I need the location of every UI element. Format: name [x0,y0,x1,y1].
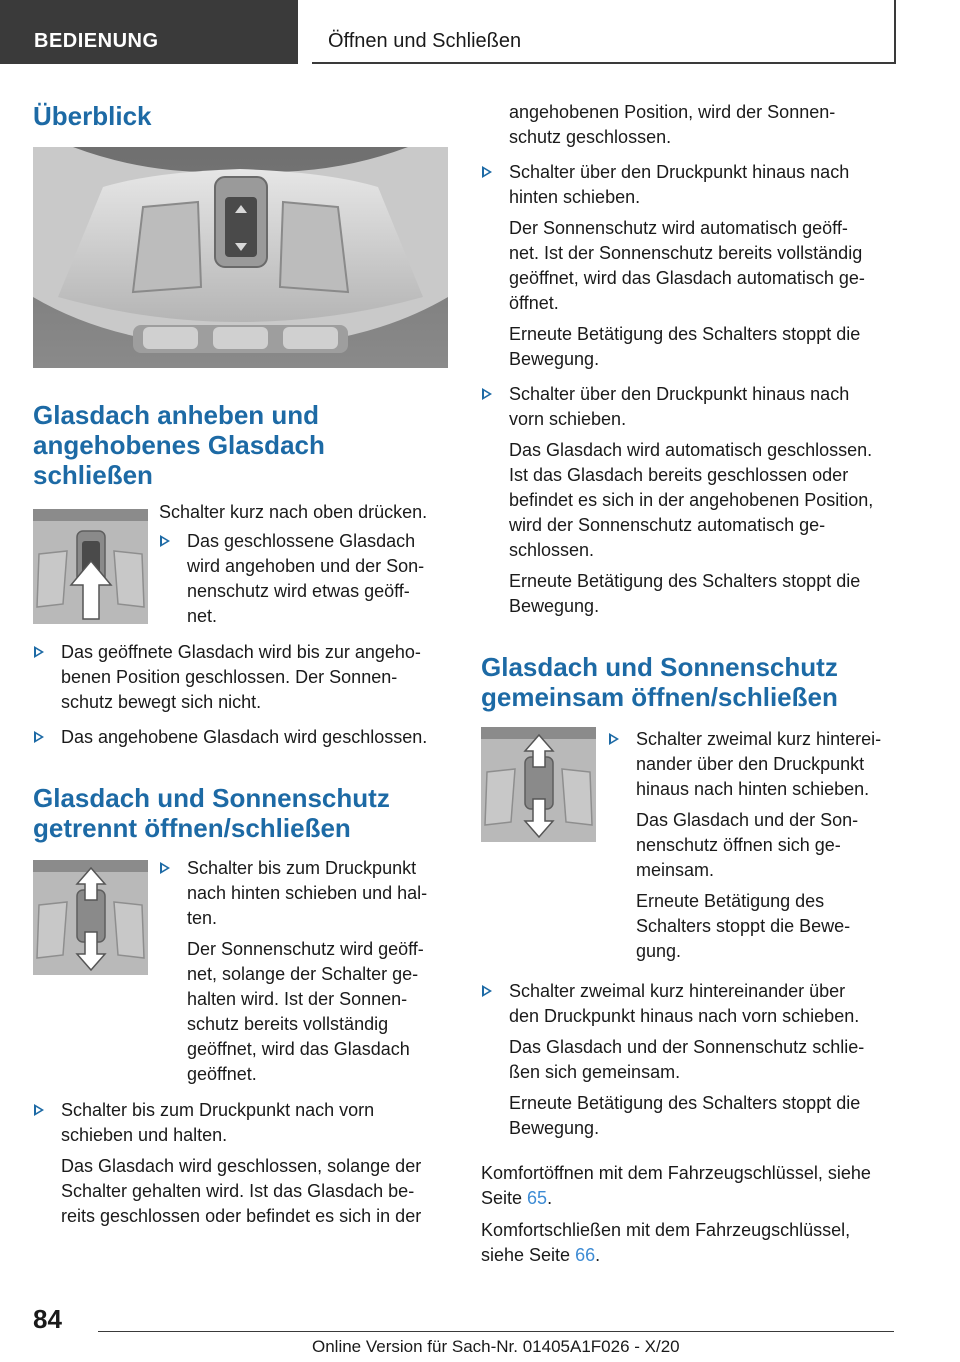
section2-heading-line: Glasdach und Sonnenschutz [33,783,390,813]
detail-text-line: gung. [636,941,682,961]
bullet-text-line: schieben und halten. [61,1125,228,1145]
section2-bullet [159,856,449,1087]
switch-push-up-illustration [33,509,148,624]
detail-text-line: Das Glasdach wird geschlossen, solange der [61,1156,422,1176]
bullet-text-line: Das geöffnete Glasdach wird bis zur angeho- [61,642,421,662]
chapter-title: Öffnen und Schließen [328,30,522,52]
switch-up-image [33,509,148,624]
detail-text-line: Bewegung. [509,1118,600,1138]
left-column [33,96,448,1229]
bullet-text-line: den Druckpunkt hinaus nach vorn schieben. [509,1006,860,1026]
section1-heading-line: angehobenes Glasdach [33,430,325,460]
section-tab [0,0,298,64]
section1-intro: Schalter kurz nach oben drücken. [159,502,428,522]
bullet-triangle-icon [34,646,44,658]
bullet-text-line: benen Position geschlossen. Der Sonnen- [61,667,398,687]
bullet-text-line: ten. [187,908,218,928]
footer-divider [98,1331,894,1332]
switch-double-image [481,727,596,842]
detail-text-line: Der Sonnenschutz wird automatisch geöff- [509,218,848,238]
bullet-text-line: Das geschlossene Glasdach [187,531,416,551]
detail-text-line: geöffnet, wird das Glasdach [187,1039,410,1059]
bullet-triangle-icon [160,535,170,547]
bullet-text-line: hinten schieben. [509,187,641,207]
detail-text-line: öffnet. [509,293,559,313]
detail-text-line: reits geschlossen oder befindet es sich in der [61,1206,422,1226]
detail-text-line: Das Glasdach wird automatisch geschlossen. [509,440,873,460]
overview-image [33,147,448,368]
detail-text-line: Schalters stoppt die Bewe- [636,916,851,936]
bullet-text-line: Schalter bis zum Druckpunkt [187,858,417,878]
detail-text-line: befindet es sich in der angehobenen Position, [509,490,874,510]
bullet-text-line: Schalter über den Druckpunkt hinaus nach [509,384,850,404]
section2-bullet [481,382,901,619]
section1-heading [33,400,448,490]
detail-text-line: Bewegung. [509,349,600,369]
detail-text-line: net, solange der Schalter ge- [187,964,419,984]
detail-text-line: Ist das Glasdach bereits geschlossen oder [509,465,849,485]
bullet-text-line: hinaus nach hinten schieben. [636,779,870,799]
switch-updown-image [33,860,148,975]
detail-text-line: Erneute Betätigung des Schalters stoppt die [509,1093,861,1113]
body-text-line: Seite [481,1188,528,1208]
bullet-text-line: Schalter über den Druckpunkt hinaus nach [509,162,850,182]
roof-console-illustration [33,147,448,368]
detail-text-line: Das Glasdach und der Son- [636,810,859,830]
detail-text-line: nenschutz öffnen sich ge- [636,835,841,855]
bullet-triangle-icon [609,733,619,745]
detail-text-line: geöffnet, wird das Glasdach automatisch ge- [509,268,865,288]
body-text-line: siehe Seite [481,1245,576,1265]
bullet-text-line: wird angehoben und der Son- [187,556,425,576]
comfort-close-text: Komfortschließen mit dem Fahrzeugschlüssel, siehe Seite 66. [481,1220,851,1265]
detail-text-line: ßen sich gemeinsam. [509,1062,681,1082]
section3-bullet [608,727,900,964]
bullet-text-line: nach hinten schieben und hal- [187,883,428,903]
bullet-text-line: Schalter zweimal kurz hinterei- [636,729,882,749]
detail-text-line: halten wird. Ist der Sonnen- [187,989,408,1009]
section3-heading-line: gemeinsam öffnen/schließen [481,682,838,712]
detail-text-line: net. Ist der Sonnenschutz bereits vollständig [509,243,863,263]
bullet-triangle-icon [482,388,492,400]
bullet-text-line: schutz bewegt sich nicht. [61,692,262,712]
section1-block [33,500,448,630]
detail-text-line: Schalter gehalten wird. Ist das Glasdach be- [61,1181,415,1201]
page-link-65[interactable]: 65 [527,1188,548,1208]
detail-text-line: Erneute Betätigung des [636,891,825,911]
section1-bullet [159,529,449,629]
bullet-text-line: Schalter bis zum Druckpunkt nach vorn [61,1100,375,1120]
detail-text-line: schutz geschlossen. [509,127,672,147]
section3-bullet [481,979,901,1141]
bullet-text-line: net. [187,606,218,626]
detail-text-line: geöffnet. [187,1064,257,1084]
detail-text-line: schutz bereits vollständig [187,1014,389,1034]
section1-heading-line: Glasdach anheben und [33,400,320,430]
section2-bullet [33,1098,448,1229]
right-column [481,100,901,1268]
bullet-triangle-icon [34,731,44,743]
bullet-text-line: nenschutz wird etwas geöff- [187,581,410,601]
detail-text-line: schlossen. [509,540,595,560]
section1-heading-line: schließen [33,460,153,490]
detail-text-line: Erneute Betätigung des Schalters stoppt die [509,571,861,591]
chapter-header [312,0,896,64]
detail-text-line: wird der Sonnenschutz automatisch ge- [509,515,826,535]
bullet-triangle-icon [482,985,492,997]
bullet-triangle-icon [482,166,492,178]
bullet-text-line: vorn schieben. [509,409,627,429]
body-text-line: Komfortschließen mit dem Fahrzeugschlüssel, [481,1220,851,1240]
switch-slide-twice-illustration [481,727,596,842]
bullet-text-line: nander über den Druckpunkt [636,754,865,774]
switch-slide-illustration [33,860,148,975]
section3-heading [481,652,901,712]
bullet-text-line: Schalter zweimal kurz hintereinander über [509,981,846,1001]
detail-text-line: Bewegung. [509,596,600,616]
section2-bullet [481,160,901,372]
detail-text-line: angehobenen Position, wird der Sonnen- [509,102,836,122]
page-link-66[interactable]: 66 [575,1245,596,1265]
comfort-open-text: Komfortöffnen mit dem Fahrzeugschlüssel, siehe Seite 65. [481,1163,871,1208]
bullet-text-line: Das angehobene Glasdach wird geschlossen. [61,727,428,747]
section2-heading-line: getrennt öffnen/schließen [33,813,351,843]
section1-bullet [33,725,448,750]
detail-text-line: Das Glasdach und der Sonnenschutz schlie- [509,1037,865,1057]
section3-heading-line: Glasdach und Sonnenschutz [481,652,838,682]
footer-text: Online Version für Sach-Nr. 01405A1F026 - X/20 [312,1337,680,1356]
bullet-triangle-icon [34,1104,44,1116]
overview-heading: Überblick [33,101,152,131]
section1-bullet [33,640,448,715]
section2-block [33,856,448,1091]
detail-text-line: meinsam. [636,860,715,880]
body-text-line: Komfortöffnen mit dem Fahrzeugschlüssel, siehe [481,1163,871,1183]
detail-text-line: Erneute Betätigung des Schalters stoppt die [509,324,861,344]
detail-text-line: Der Sonnenschutz wird geöff- [187,939,424,959]
section3-block [481,727,901,967]
continued-text [481,100,901,150]
section-label: BEDIENUNG [34,30,159,52]
section2-heading [33,783,448,843]
page-number: 84 [33,1304,62,1334]
bullet-triangle-icon [160,862,170,874]
